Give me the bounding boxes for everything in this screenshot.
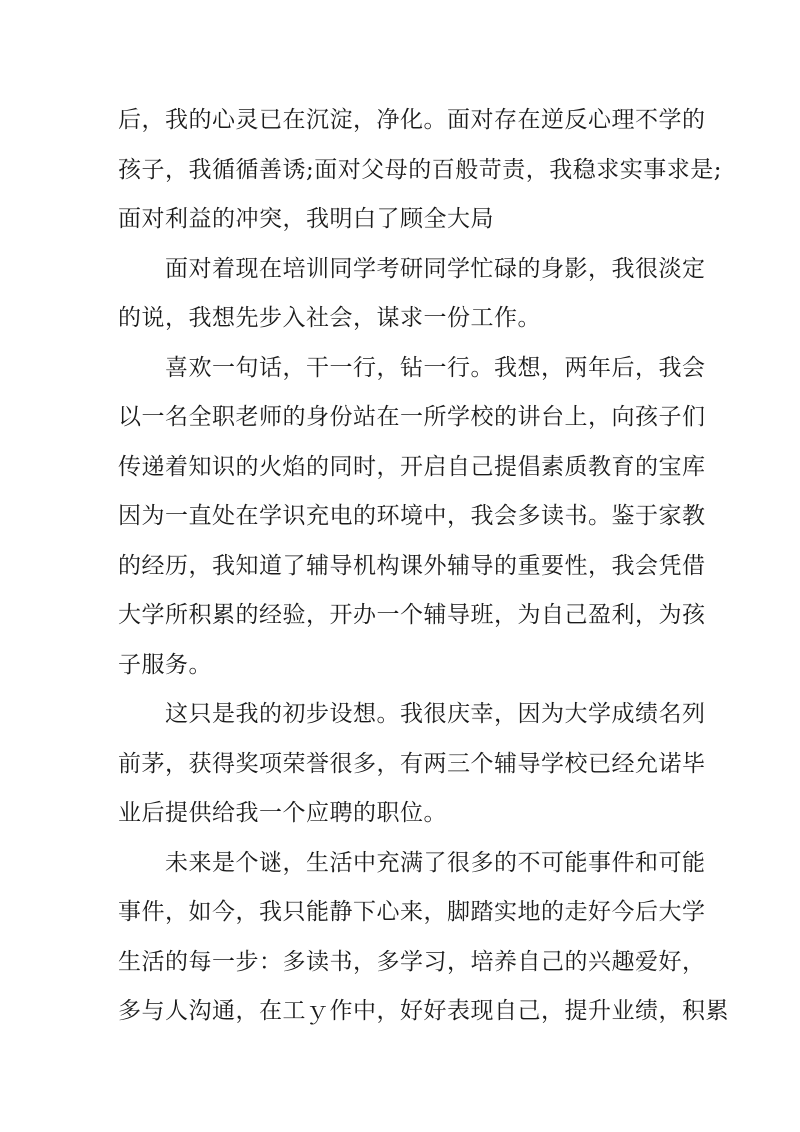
- text-line: 未来是个谜，生活中充满了很多的不可能事件和可能: [165, 849, 706, 876]
- text-line: 的说，我想先步入社会，谋求一份工作。: [118, 305, 541, 331]
- text-line: 传递着知识的火焰的同时，开启自己提倡素质教育的宝库: [118, 453, 706, 480]
- text-line: 喜欢一句话，干一行，钻一行。我想，两年后，我会: [165, 354, 706, 381]
- paragraph-continuation: [118, 96, 722, 245]
- paragraph-calm-choice: [118, 245, 706, 344]
- text-line: 大学所积累的经验，开办一个辅导班，为自己盈利，为孩: [118, 602, 706, 628]
- text-line: 面对着现在培训同学考研同学忙碌的身影，我很淡定: [165, 255, 706, 282]
- text-line: 前茅，获得奖项荣誉很多，有两三个辅导学校已经允诺毕: [118, 750, 706, 777]
- paragraph-preliminary-idea: [118, 690, 706, 839]
- text-line: 事件，如今，我只能静下心来，脚踏实地的走好今后大学: [118, 899, 706, 925]
- text-line: 业后提供给我一个应聘的职位。: [118, 800, 447, 826]
- text-line: 多与人沟通，在工ｙ作中，好好表现自己，提升业绩，积累: [118, 998, 729, 1024]
- text-line: 子服务。: [118, 651, 212, 678]
- text-line: 面对利益的冲突，我明白了顾全大局: [118, 206, 494, 232]
- text-line: 因为一直处在学识充电的环境中，我会多读书。鉴于家教: [118, 503, 706, 529]
- paragraph-career-plan: [118, 344, 706, 691]
- text-line: 以一名全职老师的身份站在一所学校的讲台上，向孩子们: [118, 404, 706, 430]
- text-line: 生活的每一步：多读书，多学习，培养自己的兴趣爱好，: [118, 948, 706, 975]
- text-line: 的经历，我知道了辅导机构课外辅导的重要性，我会凭借: [118, 552, 706, 579]
- text-line: 孩子，我循循善诱;面对父母的百般苛责，我稳求实事求是;: [118, 156, 722, 183]
- text-line: 后，我的心灵已在沉淀，净化。面对存在逆反心理不学的: [118, 107, 706, 133]
- document-body: [118, 96, 729, 1037]
- paragraph-future: [118, 839, 729, 1037]
- text-line: 这只是我的初步设想。我很庆幸，因为大学成绩名列: [165, 701, 706, 727]
